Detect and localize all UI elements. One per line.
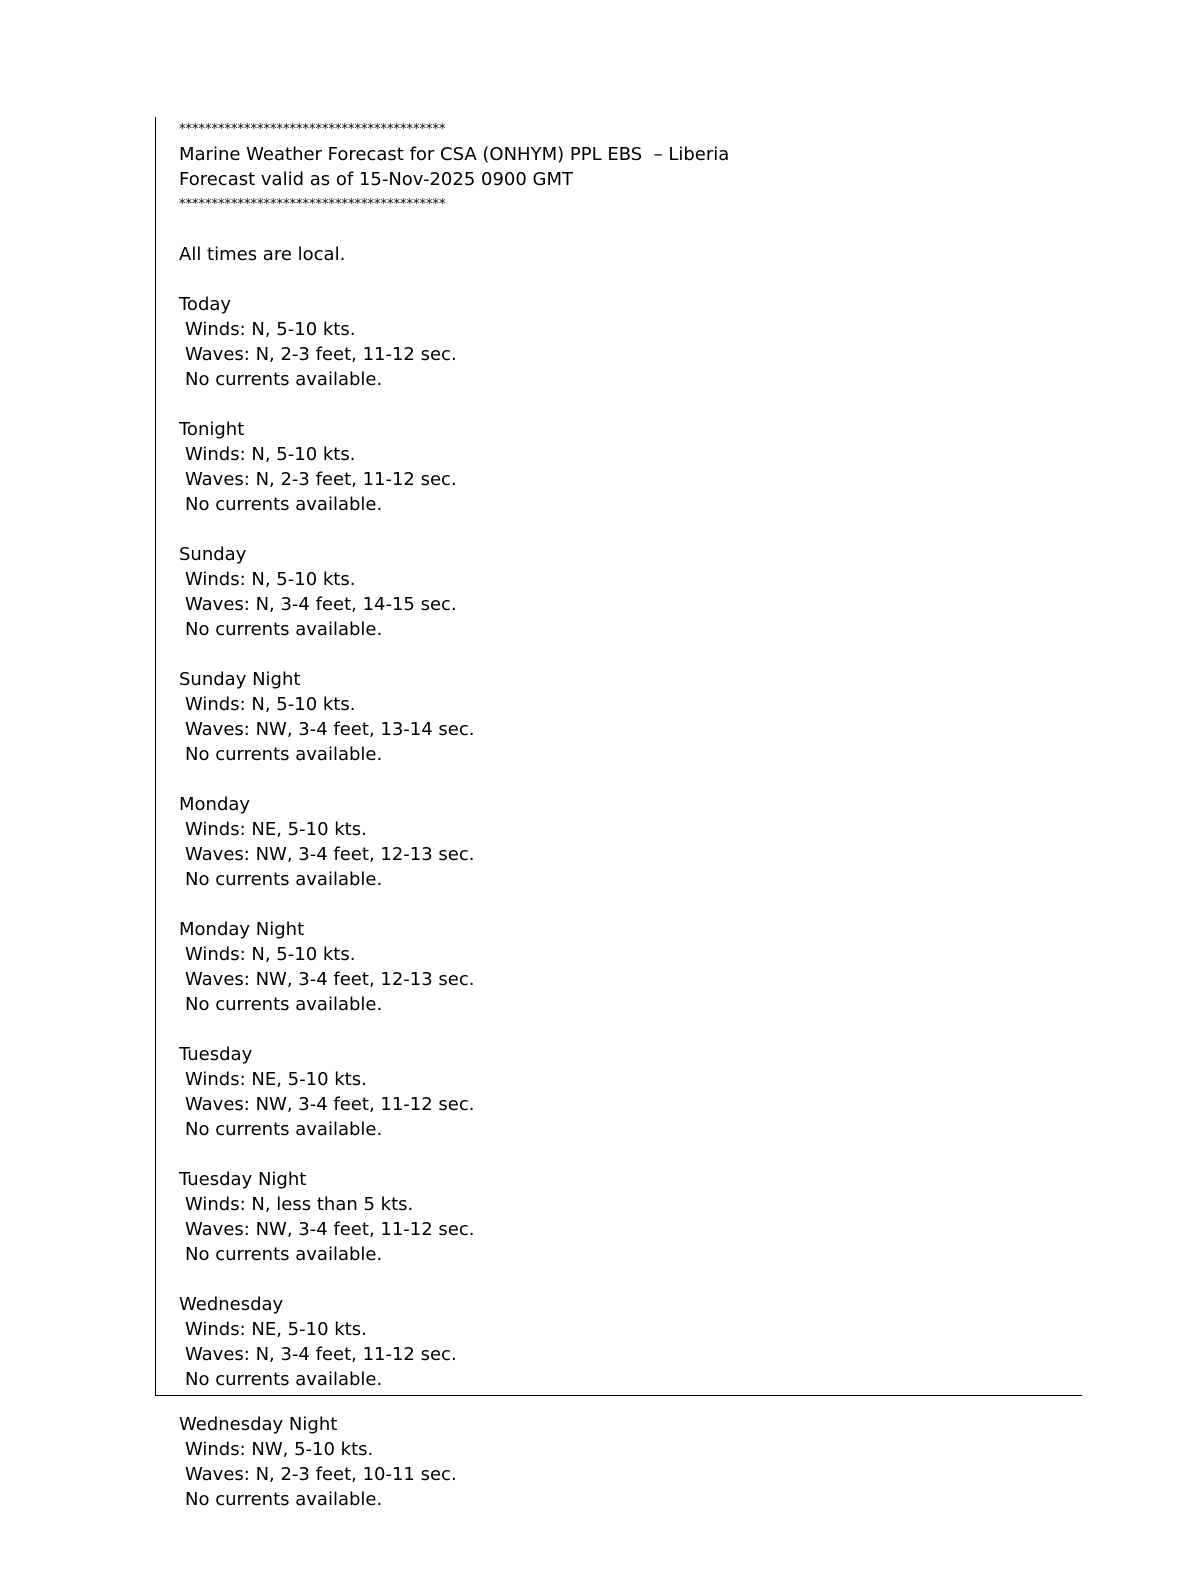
period-name: Tuesday Night [179, 1169, 307, 1190]
forecast-period [179, 1167, 1059, 1292]
period-winds: Winds: N, less than 5 kts. [185, 1194, 414, 1215]
period-currents: No currents available. [185, 494, 383, 515]
forecast-period [179, 292, 1059, 417]
spacer [179, 267, 1059, 292]
bottom-border-rule [155, 1395, 1082, 1396]
period-name: Sunday Night [179, 669, 301, 690]
period-currents: No currents available. [185, 1369, 383, 1390]
period-currents: No currents available. [185, 1119, 383, 1140]
period-name: Sunday [179, 544, 247, 565]
period-winds: Winds: N, 5-10 kts. [185, 694, 356, 715]
period-currents: No currents available. [185, 1489, 383, 1510]
period-waves: Waves: N, 2-3 feet, 10-11 sec. [185, 1464, 457, 1485]
forecast-period [179, 1412, 1059, 1512]
period-winds: Winds: NW, 5-10 kts. [185, 1439, 374, 1460]
period-name: Wednesday [179, 1294, 284, 1315]
period-waves: Waves: N, 3-4 feet, 14-15 sec. [185, 594, 457, 615]
header-stars-bottom: ***************************************** [179, 197, 446, 212]
forecast-period [179, 1292, 1059, 1392]
period-waves: Waves: N, 3-4 feet, 11-12 sec. [185, 1344, 457, 1365]
period-winds: Winds: NE, 5-10 kts. [185, 819, 367, 840]
period-waves: Waves: N, 2-3 feet, 11-12 sec. [185, 469, 457, 490]
period-waves: Waves: N, 2-3 feet, 11-12 sec. [185, 344, 457, 365]
forecast-title: Marine Weather Forecast for CSA (ONHYM) PPL EBS – Liberia [179, 144, 730, 165]
period-winds: Winds: NE, 5-10 kts. [185, 1319, 367, 1340]
header-stars-top: ***************************************** [179, 122, 446, 137]
left-border-rule [155, 117, 156, 1396]
period-currents: No currents available. [185, 869, 383, 890]
spacer [179, 392, 1059, 417]
spacer [179, 1142, 1059, 1167]
period-winds: Winds: N, 5-10 kts. [185, 444, 356, 465]
spacer [179, 1017, 1059, 1042]
period-name: Tuesday [179, 1044, 253, 1065]
period-winds: Winds: N, 5-10 kts. [185, 569, 356, 590]
forecast-period [179, 792, 1059, 917]
spacer [179, 1267, 1059, 1292]
period-winds: Winds: N, 5-10 kts. [185, 319, 356, 340]
period-currents: No currents available. [185, 369, 383, 390]
forecast-period [179, 1042, 1059, 1167]
forecast-document [179, 117, 1059, 1392]
period-currents: No currents available. [185, 744, 383, 765]
period-waves: Waves: NW, 3-4 feet, 11-12 sec. [185, 1219, 475, 1240]
period-name: Monday Night [179, 919, 305, 940]
period-name: Today [179, 294, 232, 315]
forecast-period [179, 917, 1059, 1042]
forecast-period [179, 667, 1059, 792]
period-winds: Winds: NE, 5-10 kts. [185, 1069, 367, 1090]
period-currents: No currents available. [185, 619, 383, 640]
period-currents: No currents available. [185, 994, 383, 1015]
period-currents: No currents available. [185, 1244, 383, 1265]
spacer [179, 767, 1059, 792]
forecast-period [179, 542, 1059, 667]
forecast-valid-time: Forecast valid as of 15-Nov-2025 0900 GMT [179, 169, 573, 190]
spacer [179, 892, 1059, 917]
forecast-period [179, 417, 1059, 542]
period-waves: Waves: NW, 3-4 feet, 11-12 sec. [185, 1094, 475, 1115]
period-name: Tonight [179, 419, 245, 440]
period-name: Wednesday Night [179, 1414, 338, 1435]
period-name: Monday [179, 794, 251, 815]
spacer [179, 642, 1059, 667]
spacer [179, 217, 1059, 242]
period-winds: Winds: N, 5-10 kts. [185, 944, 356, 965]
period-waves: Waves: NW, 3-4 feet, 12-13 sec. [185, 844, 475, 865]
spacer [179, 517, 1059, 542]
times-note: All times are local. [179, 244, 346, 265]
period-waves: Waves: NW, 3-4 feet, 13-14 sec. [185, 719, 475, 740]
period-waves: Waves: NW, 3-4 feet, 12-13 sec. [185, 969, 475, 990]
